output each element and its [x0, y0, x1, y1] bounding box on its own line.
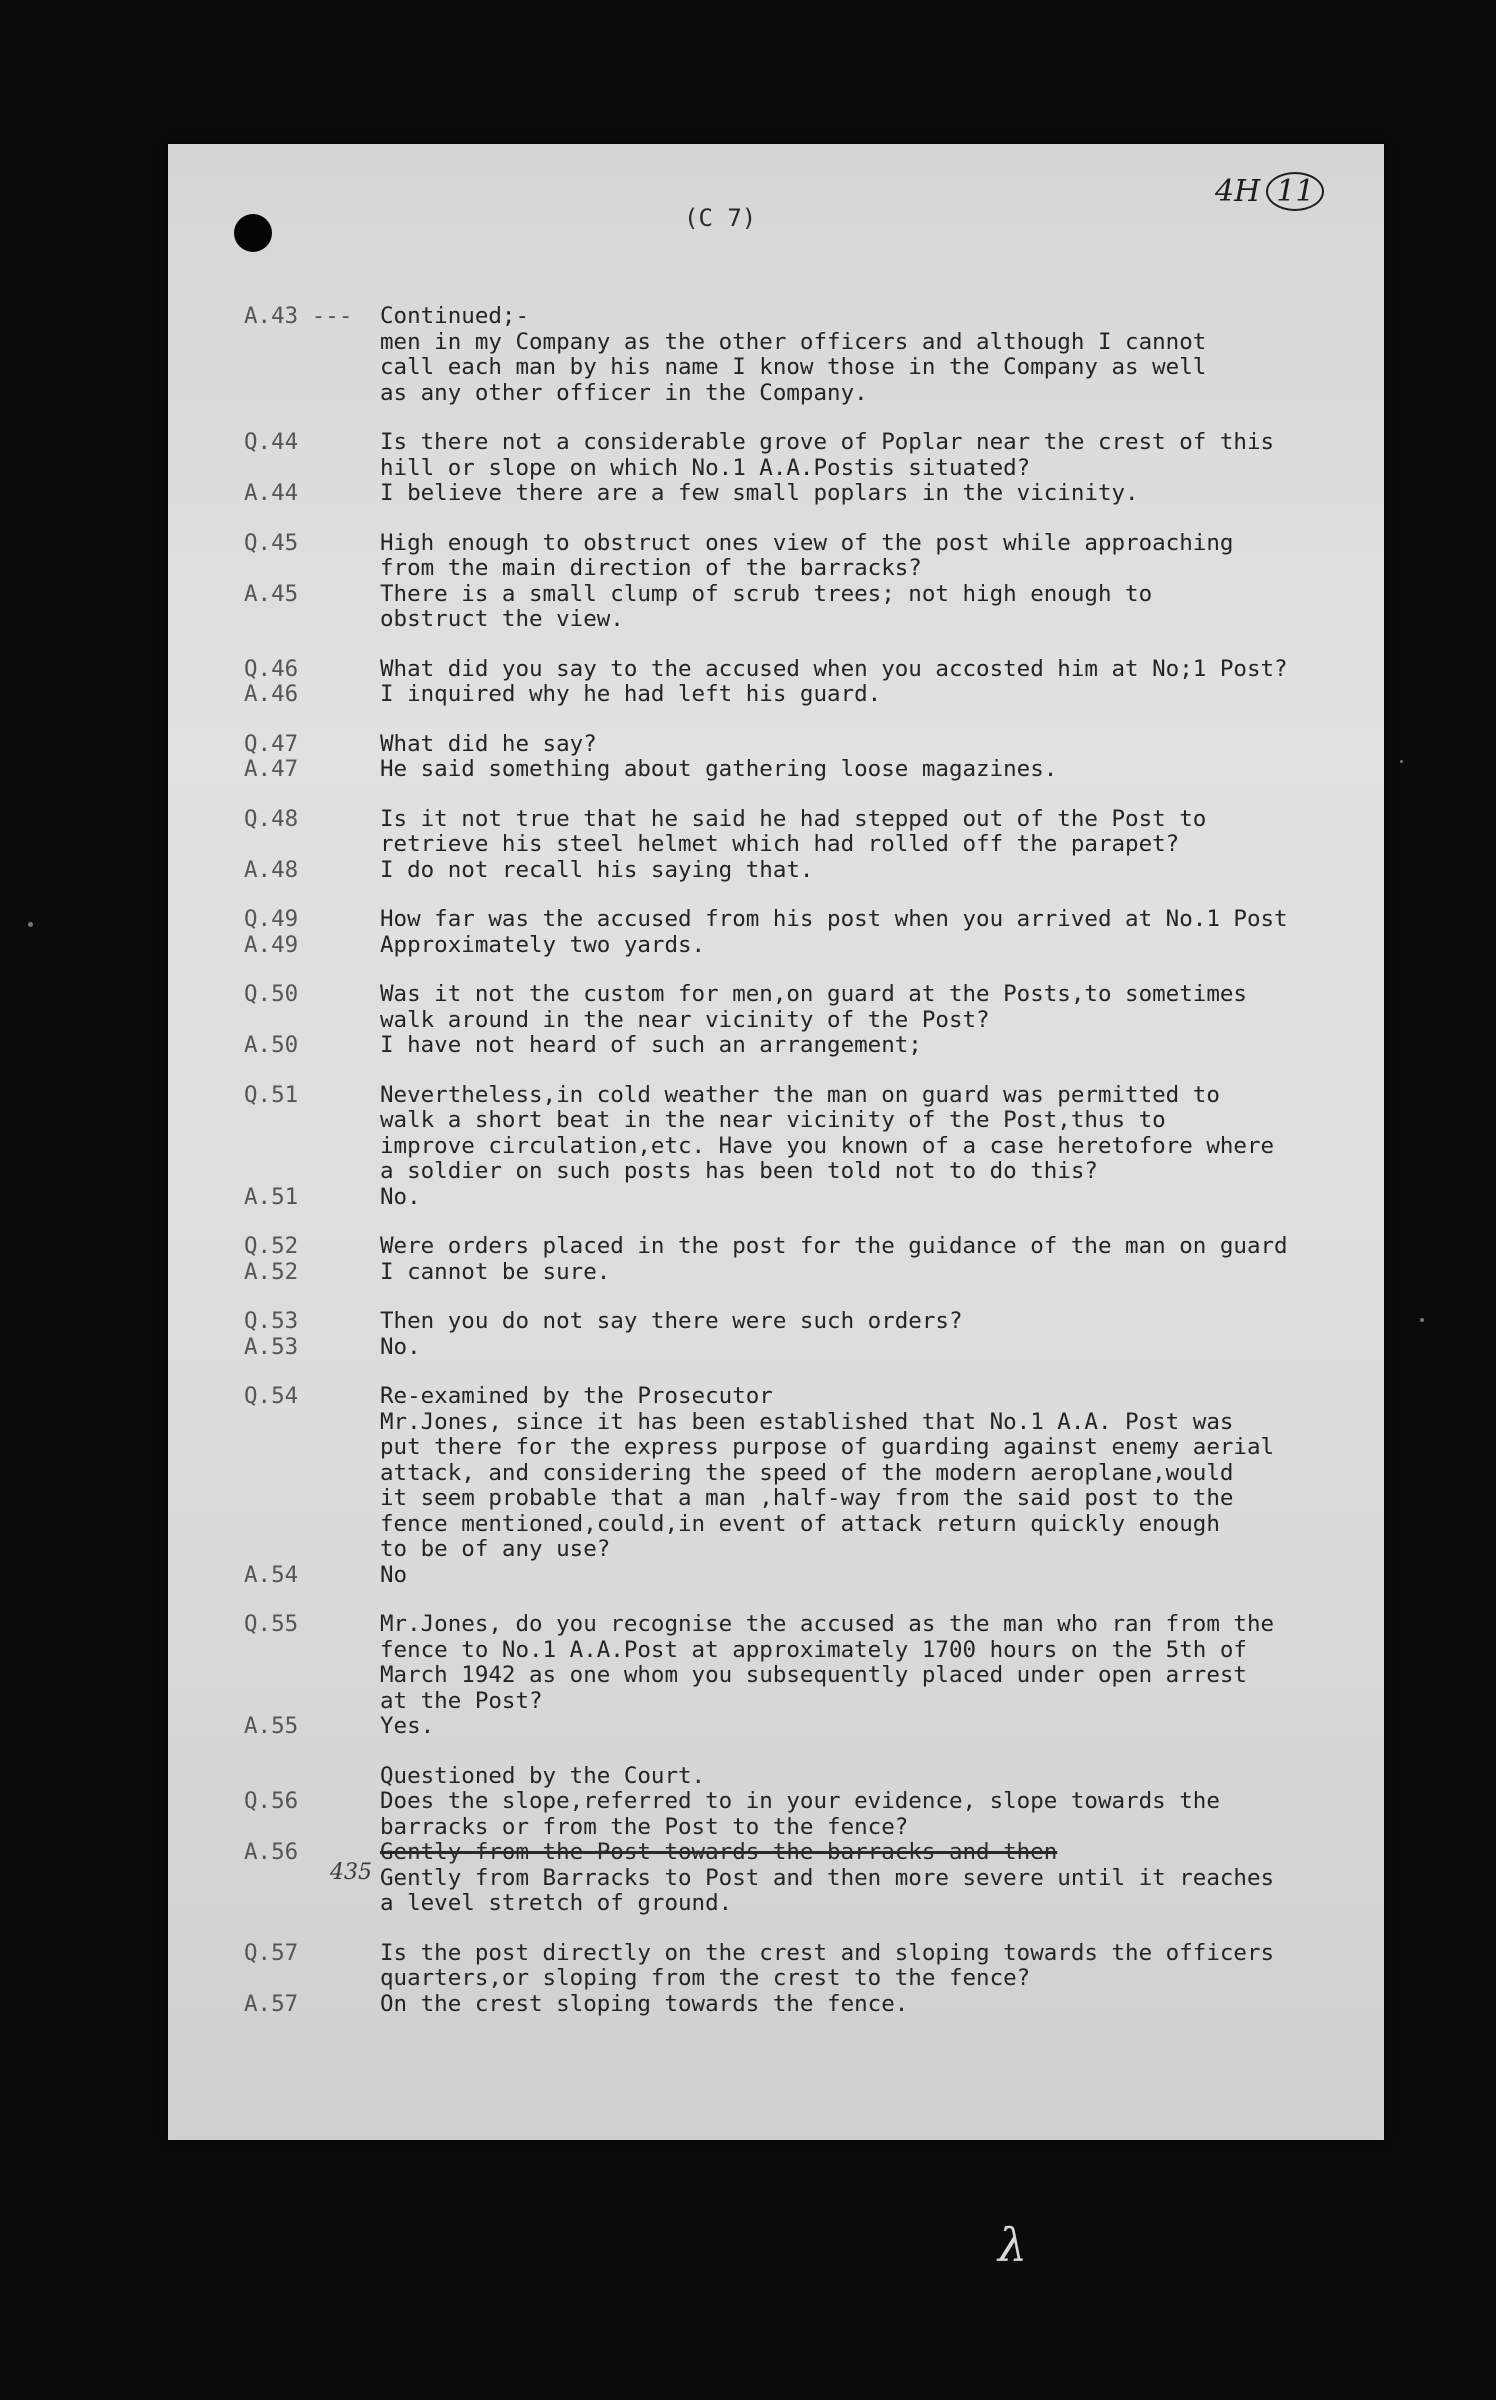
qa-code: Q.48	[244, 805, 299, 832]
folio-prefix: 4H	[1215, 174, 1261, 209]
transcript-body	[244, 304, 1374, 2041]
qa-code: A.48	[244, 856, 299, 883]
text-line: I inquired why he had left his guard.	[380, 681, 882, 707]
text-line: Mr.Jones, do you recognise the accused as the man who ran from the	[380, 1611, 1275, 1637]
text-line: On the crest sloping towards the fence.	[380, 1990, 909, 2017]
text-line: obstruct the view.	[380, 606, 624, 632]
text-line: No.	[380, 1183, 421, 1210]
qa-code	[244, 1689, 380, 1715]
text-line: put there for the express purpose of guarding against enemy aerial	[380, 1434, 1275, 1460]
qa-code: A.46	[244, 681, 299, 707]
qa-code: Q.46	[244, 655, 299, 682]
text-line: Does the slope,referred to in your evidence, slope towards the	[380, 1788, 1220, 1814]
qa-code	[244, 1891, 380, 1917]
page-code: (C 7)	[684, 204, 757, 232]
text-line: quarters,or sloping from the crest to the fence?	[380, 1965, 1031, 1991]
scan-speck	[1420, 1318, 1424, 1322]
folio-number	[1215, 172, 1324, 211]
text-line: High enough to obstruct ones view of the post while approaching	[380, 529, 1234, 556]
qa-code: A.51	[244, 1183, 299, 1210]
text-line: walk around in the near vicinity of the Post?	[380, 1006, 990, 1033]
scan-speck	[28, 922, 33, 927]
qa-code: A.54	[244, 1561, 299, 1588]
qa-code	[244, 832, 380, 858]
scan-speck	[1400, 760, 1403, 763]
qa-code	[244, 1008, 380, 1034]
qa-block	[244, 657, 1374, 708]
text-line: Gently from Barracks to Post and then more severe until it reaches	[380, 1864, 1275, 1891]
text-line: How far was the accused from his post when you arrived at No.1 Post	[380, 906, 1288, 932]
qa-code: Q.54	[244, 1383, 299, 1409]
qa-code	[244, 456, 380, 482]
qa-code: A.44	[244, 480, 299, 506]
text-line: from the main direction of the barracks?	[380, 555, 922, 581]
qa-code: A.55	[244, 1713, 299, 1739]
text-line: improve circulation,etc. Have you known of a case heretofore where	[380, 1132, 1275, 1159]
qa-code: A.57	[244, 1990, 299, 2017]
text-line: Questioned by the Court.	[380, 1762, 706, 1789]
text-line: He said something about gathering loose magazines.	[380, 756, 1058, 782]
qa-block	[244, 982, 1374, 1059]
text-line: What did you say to the accused when you accosted him at No;1 Post?	[380, 655, 1288, 682]
qa-code	[244, 1537, 380, 1563]
qa-block	[244, 1083, 1374, 1211]
qa-code: Q.55	[244, 1611, 299, 1637]
qa-code: Q.47	[244, 730, 299, 757]
text-line: to be of any use?	[380, 1536, 611, 1562]
text-line: attack, and considering the speed of the modern aeroplane,would	[380, 1459, 1234, 1486]
text-line: at the Post?	[380, 1687, 543, 1714]
text-line: Re-examined by the Prosecutor	[380, 1383, 773, 1409]
text-line: Nevertheless,in cold weather the man on guard was permitted to	[380, 1081, 1220, 1108]
text-line: Is there not a considerable grove of Poplar near the crest of this	[380, 429, 1275, 455]
document-page	[168, 144, 1384, 2140]
text-line: Approximately two yards.	[380, 931, 706, 958]
qa-code	[244, 1663, 380, 1689]
text-line: I do not recall his saying that.	[380, 856, 814, 883]
qa-block	[244, 807, 1374, 884]
text-line: No.	[380, 1333, 421, 1360]
struck-through-line: Gently from the Post towards the barracks and then	[380, 1839, 1058, 1865]
text-line: Mr.Jones, since it has been established that No.1 A.A. Post was	[380, 1408, 1234, 1435]
text-line: Then you do not say there were such orders?	[380, 1308, 963, 1334]
text-line: Were orders placed in the post for the guidance of the man on guard	[380, 1233, 1288, 1259]
qa-code: Q.57	[244, 1939, 299, 1966]
qa-code: Q.53	[244, 1308, 299, 1334]
qa-code	[244, 1966, 380, 1992]
qa-code	[244, 1638, 380, 1664]
qa-code: A.47	[244, 756, 299, 782]
punch-hole	[234, 214, 272, 252]
qa-code: Q.44	[244, 429, 299, 455]
text-line: retrieve his steel helmet which had rolled off the parapet?	[380, 831, 1180, 857]
qa-code: Q.50	[244, 981, 299, 1007]
qa-block	[244, 304, 1374, 406]
qa-block	[244, 1941, 1374, 2018]
qa-block	[244, 531, 1374, 633]
text-line: I cannot be sure.	[380, 1258, 611, 1285]
qa-code: Q.56	[244, 1788, 299, 1814]
text-line: What did he say?	[380, 730, 597, 757]
text-line: fence mentioned,could,in event of attack return quickly enough	[380, 1510, 1220, 1537]
qa-block	[244, 732, 1374, 783]
qa-code	[244, 1512, 380, 1538]
text-line: fence to No.1 A.A.Post at approximately 1700 hours on the 5th of	[380, 1636, 1247, 1663]
qa-code	[244, 1159, 380, 1185]
qa-code: A.43 ---	[244, 303, 353, 329]
text-line: Is the post directly on the crest and sloping towards the officers	[380, 1939, 1275, 1966]
text-line: call each man by his name I know those in the Company as well	[380, 354, 1207, 380]
qa-code	[244, 1108, 380, 1134]
text-line: Yes.	[380, 1713, 435, 1739]
text-line: Continued;-	[380, 303, 530, 329]
text-line: No	[380, 1561, 408, 1588]
text-line: I have not heard of such an arrangement;	[380, 1032, 922, 1058]
qa-block	[244, 430, 1374, 507]
qa-code: A.50	[244, 1032, 299, 1058]
qa-block	[244, 1384, 1374, 1588]
qa-code	[244, 1486, 380, 1512]
qa-block	[244, 1764, 1374, 1917]
qa-code	[244, 556, 380, 582]
text-line: walk a short beat in the near vicinity of the Post,thus to	[380, 1107, 1166, 1133]
qa-block	[244, 1612, 1374, 1740]
qa-code	[244, 1764, 380, 1790]
text-line: barracks or from the Post to the fence?	[380, 1813, 909, 1840]
qa-code	[244, 1134, 380, 1160]
text-line: it seem probable that a man ,half-way from the said post to the	[380, 1485, 1234, 1511]
qa-code: Q.52	[244, 1233, 299, 1259]
qa-code	[244, 1815, 380, 1841]
text-line: There is a small clump of scrub trees; not high enough to	[380, 580, 1153, 607]
folio-circled-number: 11	[1266, 172, 1324, 211]
qa-code	[244, 1410, 380, 1436]
qa-code: Q.45	[244, 529, 299, 556]
text-line: as any other officer in the Company.	[380, 379, 868, 406]
text-line: Was it not the custom for men,on guard at the Posts,to sometimes	[380, 981, 1247, 1007]
qa-code: Q.51	[244, 1081, 299, 1108]
text-line: a soldier on such posts has been told not to do this?	[380, 1158, 1098, 1184]
qa-code: Q.49	[244, 906, 299, 932]
handwritten-margin-note: 435	[330, 1860, 372, 1885]
text-line: hill or slope on which No.1 A.A.Postis situated?	[380, 454, 1031, 481]
qa-code: A.49	[244, 931, 299, 958]
text-line: I believe there are a few small poplars in the vicinity.	[380, 480, 1139, 506]
qa-block	[244, 1309, 1374, 1360]
qa-code: A.52	[244, 1258, 299, 1285]
qa-code	[244, 1461, 380, 1487]
text-line: Is it not true that he said he had stepped out of the Post to	[380, 805, 1207, 832]
text-line: a level stretch of ground.	[380, 1890, 733, 1916]
qa-code: A.45	[244, 580, 299, 607]
qa-code	[244, 1435, 380, 1461]
text-line: March 1942 as one whom you subsequently placed under open arrest	[380, 1662, 1247, 1688]
text-line: men in my Company as the other officers and although I cannot	[380, 328, 1207, 355]
scan-mark: λ	[998, 2218, 1028, 2272]
qa-code: A.56	[244, 1839, 299, 1865]
qa-block	[244, 1234, 1374, 1285]
qa-code: A.53	[244, 1333, 299, 1360]
qa-block	[244, 907, 1374, 958]
